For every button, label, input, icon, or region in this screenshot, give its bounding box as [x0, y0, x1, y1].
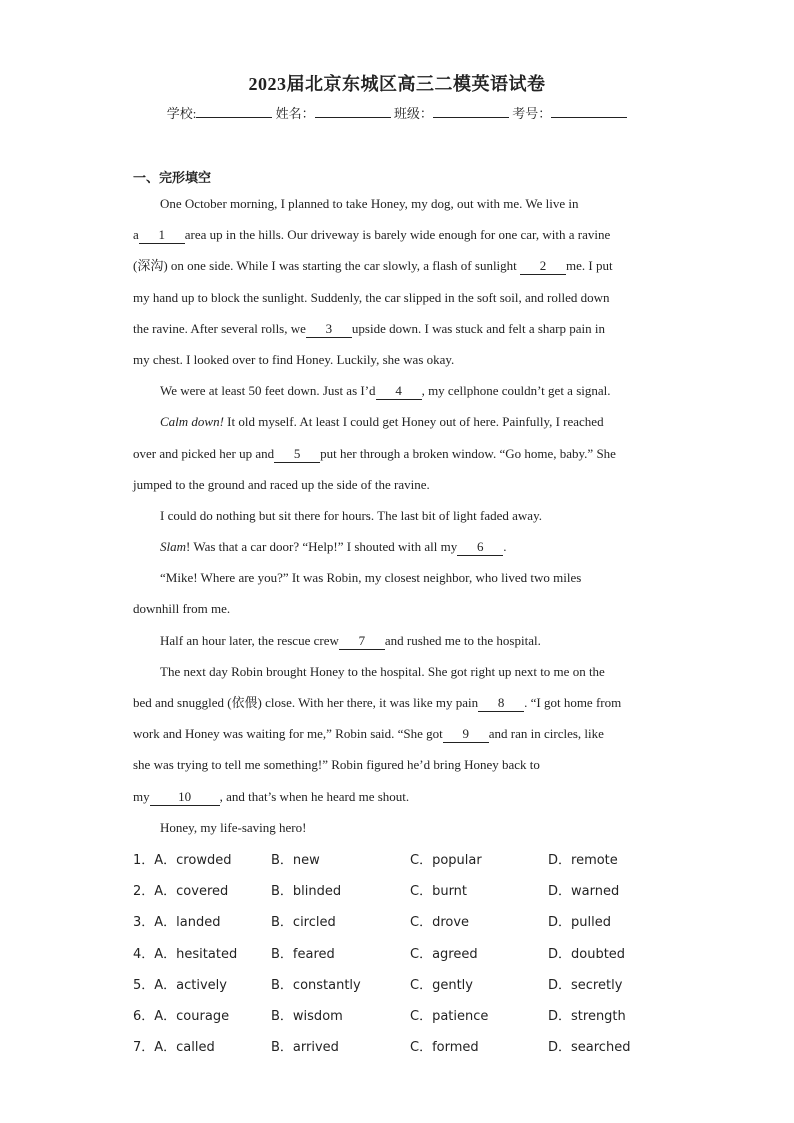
option-b[interactable]: B．wisdom [271, 1008, 343, 1024]
option-c[interactable]: C．drove [410, 915, 470, 931]
passage-line: my hand up to block the sunlight. Suddenly, the car slipped in the soft soil, and rolled down [133, 289, 610, 305]
blank-10[interactable]: 10 [150, 789, 220, 806]
passage-line: Calm down! It old myself. At least I could get Honey out of here. Painfully, I reached [160, 414, 604, 430]
question-row [133, 970, 693, 1001]
passage-line: I could do nothing but sit there for hours. The last bit of light faded away. [160, 507, 542, 523]
blank-5[interactable]: 5 [274, 446, 320, 463]
cloze-passage [133, 188, 663, 843]
passage-line: (深沟) on one side. While I was starting the car slowly, a flash of sunlight 2 me. I put [133, 258, 613, 274]
option-c[interactable]: C．gently [410, 977, 473, 993]
question-row [133, 939, 693, 970]
exam-title: 2023届北京东城区高三二模英语试卷 [248, 74, 546, 94]
option-d[interactable]: D．secretly [548, 977, 623, 993]
question-row [133, 1032, 693, 1063]
option-a[interactable]: 2．A．covered [133, 884, 229, 900]
passage-line: work and Honey was waiting for me,” Robin said. “She got 9 and ran in circles, like [133, 726, 604, 742]
option-a[interactable]: 4．A．hesitated [133, 946, 238, 962]
blank-3[interactable]: 3 [306, 321, 352, 338]
option-b[interactable]: B．blinded [271, 884, 342, 900]
option-d[interactable]: D．searched [548, 1040, 631, 1056]
passage-line: Slam! Was that a car door? “Help!” I shouted with all my 6 . [160, 539, 507, 555]
blank-2[interactable]: 2 [520, 258, 566, 275]
blank-9[interactable]: 9 [443, 726, 489, 743]
option-a[interactable]: 5．A．actively [133, 977, 227, 993]
student-info-line [0, 103, 794, 122]
option-a[interactable]: 3．A．landed [133, 915, 221, 931]
option-c[interactable]: C．patience [410, 1008, 489, 1024]
passage-line: “Mike! Where are you?” It was Robin, my closest neighbor, who lived two miles [160, 570, 582, 586]
option-a[interactable]: 7．A．called [133, 1040, 215, 1056]
passage-line: Honey, my life-saving hero! [160, 819, 307, 835]
blank-8[interactable]: 8 [478, 695, 524, 712]
passage-line: the ravine. After several rolls, we 3 upside down. I was stuck and felt a sharp pain in [133, 320, 605, 336]
option-d[interactable]: D．strength [548, 1008, 626, 1024]
passage-line: The next day Robin brought Honey to the hospital. She got right up next to me on the [160, 663, 605, 679]
question-row [133, 907, 693, 938]
blank-4[interactable]: 4 [376, 383, 422, 400]
answer-options [133, 845, 693, 1063]
passage-line: a 1 area up in the hills. Our driveway is barely wide enough for one car, with a ravine [133, 227, 611, 243]
option-c[interactable]: C．popular [410, 853, 482, 868]
option-d[interactable]: D．warned [548, 884, 620, 900]
passage-line: One October morning, I planned to take Honey, my dog, out with me. We live in [160, 196, 579, 211]
option-a[interactable]: 6．A．courage [133, 1008, 230, 1024]
passage-line: bed and snuggled (依偎) close. With her there, it was like my pain 8 . “I got home from [133, 695, 622, 710]
option-d[interactable]: D．pulled [548, 915, 611, 931]
option-a[interactable]: 1．A．crowded [133, 853, 232, 868]
option-c[interactable]: C．formed [410, 1040, 479, 1056]
option-b[interactable]: B．circled [271, 915, 336, 931]
number-field[interactable] [551, 105, 627, 118]
class-field[interactable] [433, 105, 509, 118]
section-title: 一、完形填空 [133, 171, 212, 186]
passage-line: she was trying to tell me something!” Robin figured he’d bring Honey back to [133, 757, 540, 773]
option-b[interactable]: B．arrived [271, 1040, 339, 1056]
option-d[interactable]: D．doubted [548, 946, 626, 962]
option-b[interactable]: B．feared [271, 946, 335, 962]
passage-line: Half an hour later, the rescue crew 7 and rushed me to the hospital. [160, 632, 541, 648]
class-label: 班级： [393, 106, 433, 121]
blank-7[interactable]: 7 [339, 633, 385, 650]
question-row [133, 1001, 693, 1032]
option-b[interactable]: B．new [271, 853, 320, 868]
name-field[interactable] [315, 105, 391, 118]
passage-line: my chest. I looked over to find Honey. Luckily, she was okay. [133, 351, 455, 367]
blank-6[interactable]: 6 [457, 539, 503, 556]
option-c[interactable]: C．agreed [410, 946, 478, 962]
option-d[interactable]: D．remote [548, 853, 618, 868]
option-b[interactable]: B．constantly [271, 977, 361, 993]
passage-line: my 10 , and that’s when he heard me shout. [133, 788, 410, 804]
name-label: 姓名： [275, 106, 315, 121]
question-row [133, 845, 693, 876]
passage-line: jumped to the ground and raced up the side of the ravine. [133, 476, 430, 492]
passage-line: over and picked her up and 5 put her through a broken window. “Go home, baby.” She [133, 445, 616, 461]
passage-line: downhill from me. [133, 601, 231, 617]
blank-1[interactable]: 1 [139, 227, 185, 244]
option-c[interactable]: C．burnt [410, 884, 468, 900]
school-label: 学校: [166, 106, 197, 121]
number-label: 考号： [512, 106, 552, 121]
school-field[interactable] [196, 105, 272, 118]
passage-line: We were at least 50 feet down. Just as I’d 4 , my cellphone couldn’t get a signal. [160, 383, 611, 399]
question-row [133, 876, 693, 907]
